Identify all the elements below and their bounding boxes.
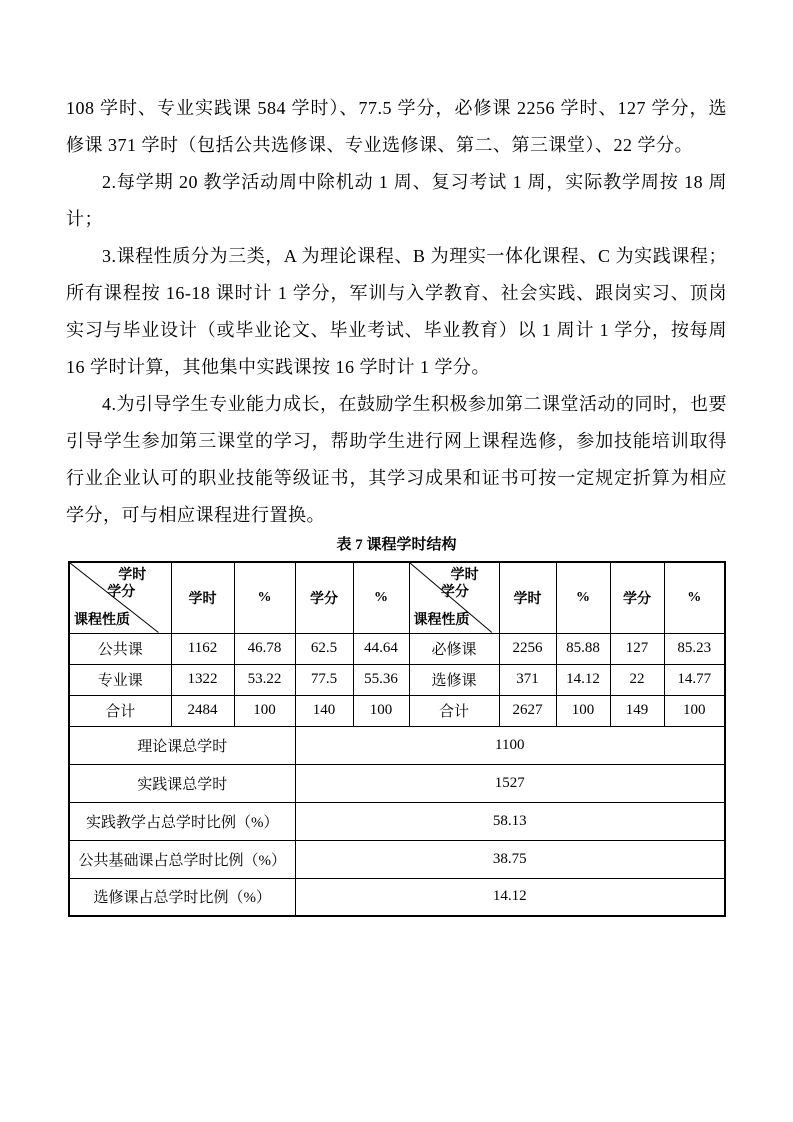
value-cell: 100 (664, 695, 725, 726)
diagonal-top-labels (410, 567, 499, 601)
header-cell-credits-right: 学分 (610, 562, 664, 633)
header-cell-hours-pct-left: % (234, 562, 295, 633)
value-cell: 2627 (499, 695, 556, 726)
row-label-public-courses: 公共课 (69, 633, 171, 664)
value-cell: 77.5 (295, 664, 353, 695)
diagonal-credits-label: 学分 (107, 585, 136, 600)
row-label-elective-courses: 选修课 (409, 664, 499, 695)
header-cell-hours-right: 学时 (499, 562, 556, 633)
row-label-major-courses: 专业课 (69, 664, 171, 695)
value-cell: 100 (234, 695, 295, 726)
diagonal-header-cell-right (409, 562, 499, 633)
course-hours-structure-table (68, 561, 726, 917)
summary-value: 14.12 (295, 878, 725, 916)
diagonal-hours-label: 学时 (118, 568, 147, 583)
value-cell: 100 (353, 695, 409, 726)
value-cell: 85.23 (664, 633, 725, 664)
summary-label-elective-pct: 选修课占总学时比例（%） (69, 878, 295, 916)
diagonal-header-cell-left (69, 562, 171, 633)
diagonal-hours-label: 学时 (450, 568, 479, 583)
table-row (69, 840, 725, 878)
table-row (69, 695, 725, 726)
table-row (69, 633, 725, 664)
summary-label-public-basic-pct: 公共基础课占总学时比例（%） (69, 840, 295, 878)
value-cell: 55.36 (353, 664, 409, 695)
body-text (66, 90, 727, 534)
value-cell: 22 (610, 664, 664, 695)
table-header-row (69, 562, 725, 633)
value-cell: 127 (610, 633, 664, 664)
value-cell: 53.22 (234, 664, 295, 695)
summary-value: 58.13 (295, 802, 725, 840)
diagonal-course-nature-label: 课程性质 (413, 612, 470, 628)
value-cell: 14.77 (664, 664, 725, 695)
value-cell: 1162 (171, 633, 234, 664)
paragraph-3: 3.课程性质分为三类，A 为理论课程、B 为理实一体化课程、C 为实践课程；所有课程按 16-18 课时计 1 学分，军训与入学教育、社会实践、跟岗实习、顶岗实习与毕业设计（或毕业论文、毕业考试、毕业教育）以 1 周计 1 学分，按每周 16 学时计算，其他集中实践课按 16 学时计 1 学分。 (66, 246, 727, 377)
diagonal-top-labels (70, 567, 171, 601)
header-cell-hours-left: 学时 (171, 562, 234, 633)
value-cell: 14.12 (556, 664, 610, 695)
value-cell: 62.5 (295, 633, 353, 664)
table-row (69, 726, 725, 764)
value-cell: 100 (556, 695, 610, 726)
diagonal-credits-label: 学分 (440, 585, 469, 600)
summary-value: 38.75 (295, 840, 725, 878)
table-row (69, 764, 725, 802)
value-cell: 85.88 (556, 633, 610, 664)
value-cell: 140 (295, 695, 353, 726)
table-title: 表 7 课程学时结构 (336, 537, 457, 553)
table-row (69, 878, 725, 916)
header-cell-hours-pct-right: % (556, 562, 610, 633)
value-cell: 44.64 (353, 633, 409, 664)
table-row (69, 802, 725, 840)
paragraph-1: 108 学时、专业实践课 584 学时）、77.5 学分，必修课 2256 学时、127 学分，选修课 371 学时（包括公共选修课、专业选修课、第二、第三课堂）、22 学分。 (66, 98, 727, 155)
row-label-total-left: 合计 (69, 695, 171, 726)
row-label-total-right: 合计 (409, 695, 499, 726)
summary-value: 1527 (295, 764, 725, 802)
header-cell-credits-pct-left: % (353, 562, 409, 633)
value-cell: 371 (499, 664, 556, 695)
header-cell-credits-pct-right: % (664, 562, 725, 633)
value-cell: 2256 (499, 633, 556, 664)
value-cell: 46.78 (234, 633, 295, 664)
header-cell-credits-left: 学分 (295, 562, 353, 633)
summary-label-theory-total-hours: 理论课总学时 (69, 726, 295, 764)
value-cell: 1322 (171, 664, 234, 695)
value-cell: 2484 (171, 695, 234, 726)
paragraph-4: 4.为引导学生专业能力成长，在鼓励学生积极参加第二课堂活动的同时，也要引导学生参加第三课堂的学习，帮助学生进行网上课程选修，参加技能培训取得行业企业认可的职业技能等级证书，其学习成果和证书可按一定规定折算为相应学分，可与相应课程进行置换。 (66, 394, 727, 525)
diagonal-course-nature-label: 课程性质 (74, 612, 130, 628)
summary-value: 1100 (295, 726, 725, 764)
paragraph-2: 2.每学期 20 教学活动周中除机动 1 周、复习考试 1 周，实际教学周按 18 周计； (66, 172, 727, 229)
value-cell: 149 (610, 695, 664, 726)
summary-label-practice-total-hours: 实践课总学时 (69, 764, 295, 802)
row-label-required-courses: 必修课 (409, 633, 499, 664)
summary-label-practice-pct: 实践教学占总学时比例（%） (69, 802, 295, 840)
table-row (69, 664, 725, 695)
